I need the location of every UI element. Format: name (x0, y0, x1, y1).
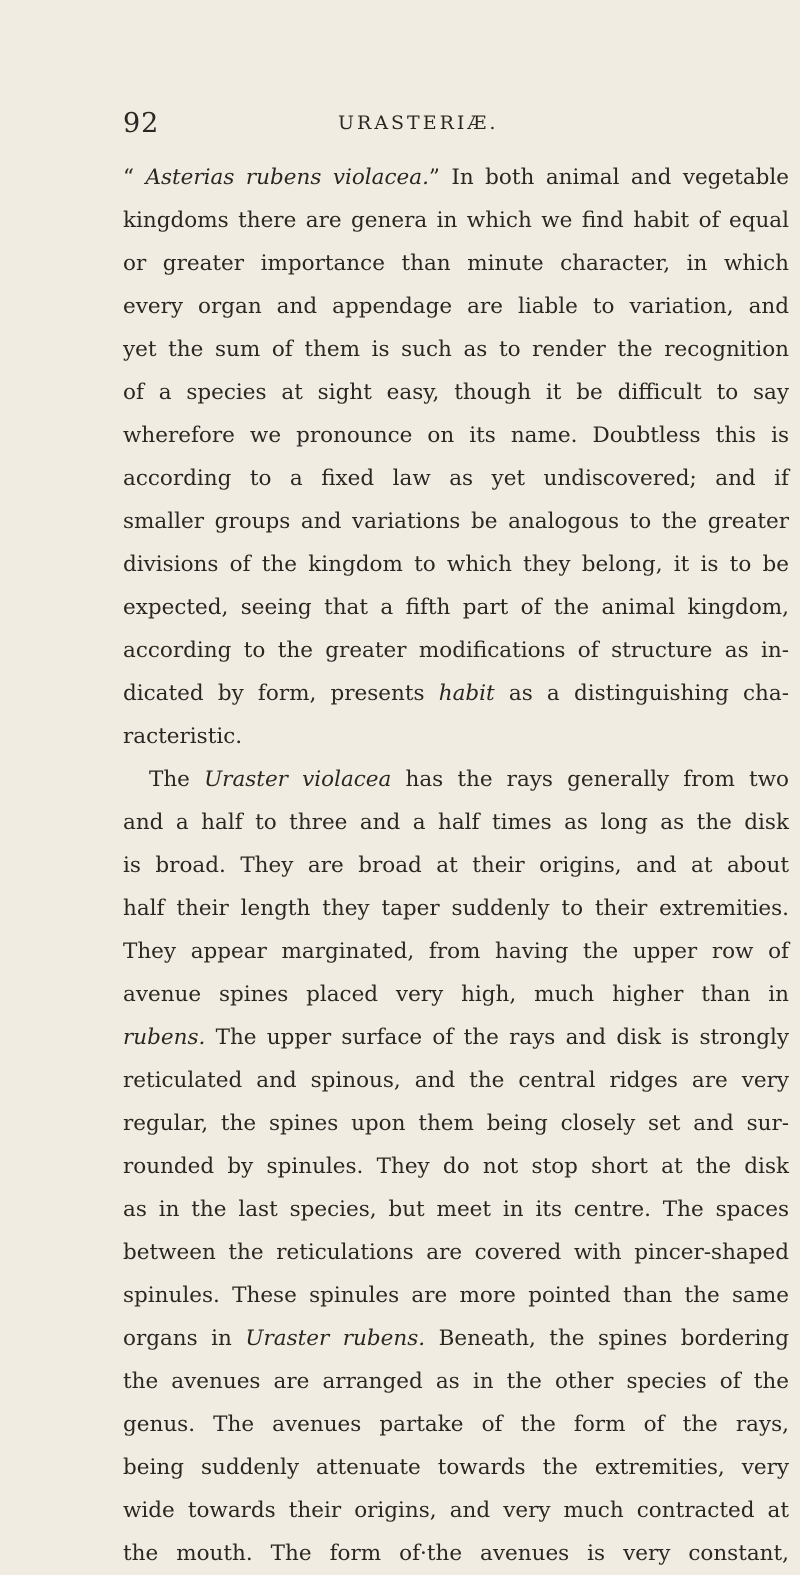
text-line: expected, seeing that a fifth part of the animal kingdom, (123, 595, 789, 620)
text-line: rounded by spinules. They do not stop short at the disk (123, 1154, 789, 1179)
text-line: regular, the spines upon them being closely set and sur- (123, 1111, 789, 1136)
text-line: smaller groups and variations be analogous to the greater (123, 509, 789, 534)
text-line: according to a fixed law as yet undiscovered; and if (123, 466, 789, 491)
text-line: dicated by form, presents habit as a distinguishing cha- (123, 681, 789, 706)
text-line: racteristic. (123, 724, 243, 749)
running-title: URASTERIÆ. (338, 112, 499, 134)
text-line: The Uraster violacea has the rays generally from two (149, 767, 790, 792)
species-name: Uraster violacea (204, 767, 392, 792)
text-line: being suddenly attenuate towards the extremities, very (123, 1455, 789, 1480)
text-line: organs in Uraster rubens. Beneath, the spines bordering (123, 1326, 789, 1351)
text-line: “ Asterias rubens violacea.” In both animal and vegetable (123, 165, 789, 190)
page-number: 92 (123, 108, 160, 139)
text-line: spinules. These spinules are more pointed than the same (123, 1283, 789, 1308)
text-line: the mouth. The form of·the avenues is very constant, (123, 1541, 789, 1566)
text-line: rubens. The upper surface of the rays and disk is strongly (123, 1025, 789, 1050)
text-line: genus. The avenues partake of the form of the rays, (123, 1412, 789, 1437)
species-name: Uraster rubens. (245, 1326, 426, 1351)
text-line: reticulated and spinous, and the central ridges are very (123, 1068, 789, 1093)
text-line: kingdoms there are genera in which we find habit of equal (123, 208, 789, 233)
text-line: and a half to three and a half times as long as the disk (123, 810, 789, 835)
species-name: rubens. (123, 1025, 206, 1050)
text-line: avenue spines placed very high, much higher than in (123, 982, 789, 1007)
text-line: or greater importance than minute character, in which (123, 251, 789, 276)
species-name: Asterias rubens violacea. (145, 165, 429, 190)
running-head (123, 108, 760, 142)
text-line: of a species at sight easy, though it be difficult to say (123, 380, 789, 405)
text-line: every organ and appendage are liable to variation, and (123, 294, 789, 319)
text-line: the avenues are arranged as in the other species of the (123, 1369, 789, 1394)
text-line: according to the greater modifications of structure as in- (123, 638, 789, 663)
text-line: is broad. They are broad at their origins, and at about (123, 853, 789, 878)
text-line: between the reticulations are covered with pincer-shaped (123, 1240, 789, 1265)
text-line: wide towards their origins, and very much contracted at (123, 1498, 789, 1523)
italic-term: habit (438, 681, 495, 706)
text-line: as in the last species, but meet in its centre. The spaces (123, 1197, 789, 1222)
text-line: wherefore we pronounce on its name. Doubtless this is (123, 423, 789, 448)
text-line: half their length they taper suddenly to their extremities. (123, 896, 789, 921)
text-line: divisions of the kingdom to which they belong, it is to be (123, 552, 789, 577)
text-line: They appear marginated, from having the upper row of (123, 939, 789, 964)
text-line: yet the sum of them is such as to render the recognition (123, 337, 789, 362)
body-text (123, 156, 789, 1575)
